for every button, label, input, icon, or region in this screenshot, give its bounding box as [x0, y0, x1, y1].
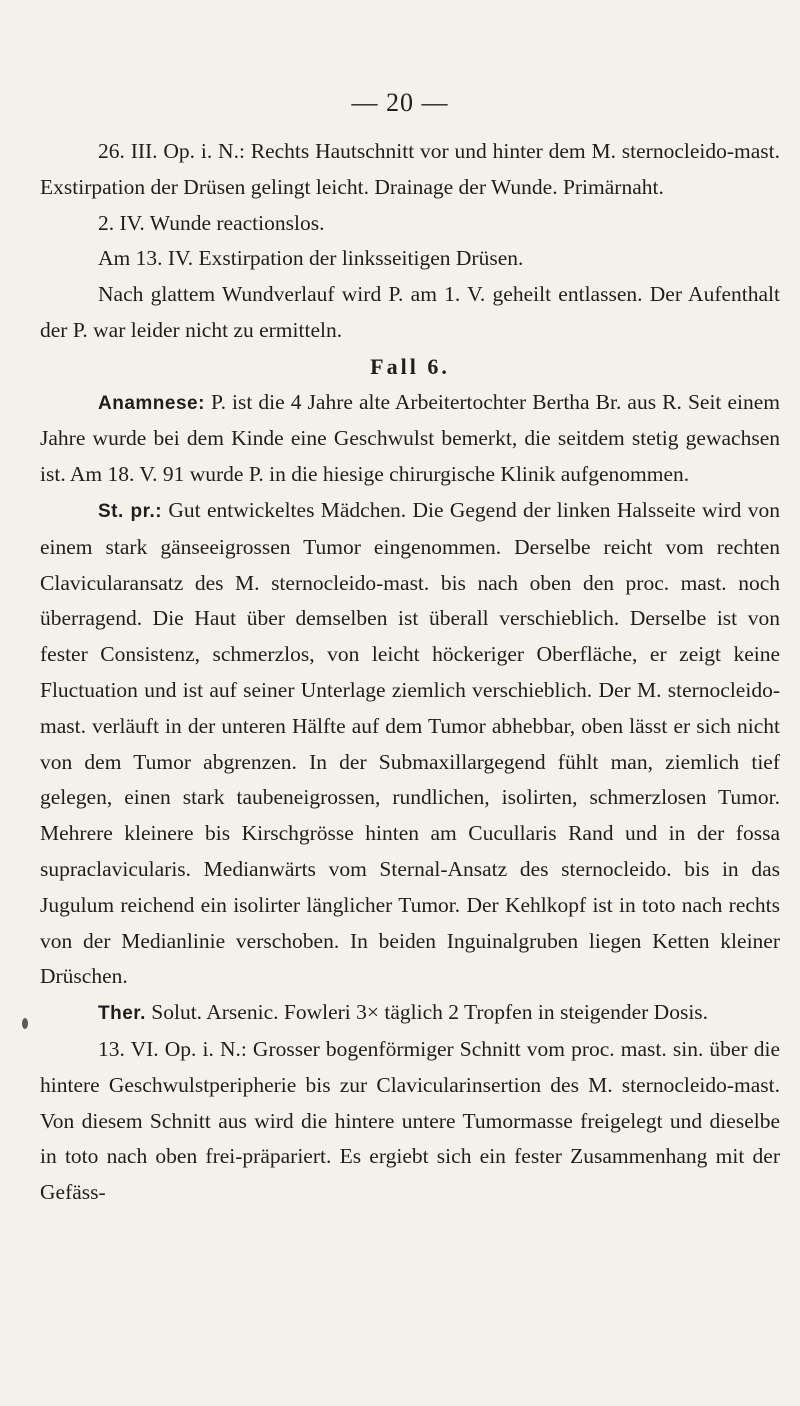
- text-anamnese: P. ist die 4 Jahre alte Arbeitertochter Bertha Br. aus R. Seit einem Jahre wurde bei dem Kinde eine Geschwulst bemerkt, die seitdem stetig gewachsen ist. Am 18. V. 91 wurde P. in die hiesige chirurgische Klinik aufgenommen.: [40, 389, 780, 487]
- case-heading: Fall 6.: [370, 353, 450, 379]
- paragraph-therapy: [40, 995, 780, 1032]
- paragraph-discharge: Nach glattem Wundverlauf wird P. am 1. V. geheilt entlassen. Der Aufenthalt der P. war leider nicht zu ermitteln.: [40, 282, 780, 342]
- paragraph-status: [40, 493, 780, 995]
- paragraph-2-iv: 2. IV. Wunde reactionslos.: [98, 210, 325, 235]
- text-therapy: Solut. Arsenic. Fowleri 3× täglich 2 Tropfen in steigender Dosis.: [145, 1000, 709, 1025]
- ink-speck: [22, 1018, 28, 1029]
- paragraph-anamnese: [40, 385, 780, 493]
- paragraph-13-iv: Am 13. IV. Exstirpation der linksseitigen Drüsen.: [98, 246, 524, 271]
- lead-anamnese: Anamnese:: [98, 392, 205, 414]
- page-number: — 20 —: [351, 88, 449, 117]
- paragraph-op-26-iii: 26. III. Op. i. N.: Rechts Hautschnitt vor und hinter dem M. sternocleido-mast. Exstirpation der Drüsen gelingt leicht. Drainage der Wunde. Primärnaht.: [40, 139, 780, 199]
- lead-status: St. pr.:: [98, 500, 163, 522]
- paragraph-operation: 13. VI. Op. i. N.: Grosser bogenförmiger Schnitt vom proc. mast. sin. über die hintere Geschwulstperipherie bis zur Clavicularinsertion des M. sternocleido-mast. Von diesem Schnitt aus wird die hintere untere Tumormasse freigelegt und dieselbe in toto nach oben frei-präpariert. Es ergiebt sich ein fester Zusammenhang mit der Gefäss-: [40, 1036, 780, 1205]
- body-text: [40, 134, 780, 1211]
- text-status: Gut entwickeltes Mädchen. Die Gegend der linken Halsseite wird von einem stark gänseeigrossen Tumor eingenommen. Derselbe reicht vom rechten Clavicularansatz des M. sternocleido-mast. bis nach oben den proc. mast. noch überragend. Die Haut über demselben ist überall verschieblich. Derselbe ist von fester Consistenz, schmerzlos, von leicht höckeriger Oberfläche, er zeigt keine Fluctuation und ist auf seiner Unterlage ziemlich verschieblich. Der M. sternocleido-mast. verläuft in der unteren Hälfte auf dem Tumor abhebbar, oben lässt er sich nicht von dem Tumor abgrenzen. In der Submaxillargegend fühlt man, ziemlich tief gelegen, einen stark taubeneigrossen, rundlichen, isolirten, schmerzlosen Tumor. Mehrere kleinere bis Kirschgrösse hinten am Cucullaris Rand und in der fossa supraclavicularis. Medianwärts vom Sternal-Ansatz des sternocleido. bis in das Jugulum reichend ein isolirter länglicher Tumor. Der Kehlkopf ist in toto nach rechts von der Medianlinie verschoben. In beiden Inguinalgruben liegen Ketten kleiner Drüschen.: [40, 497, 780, 989]
- lead-therapy: Ther.: [98, 1003, 146, 1025]
